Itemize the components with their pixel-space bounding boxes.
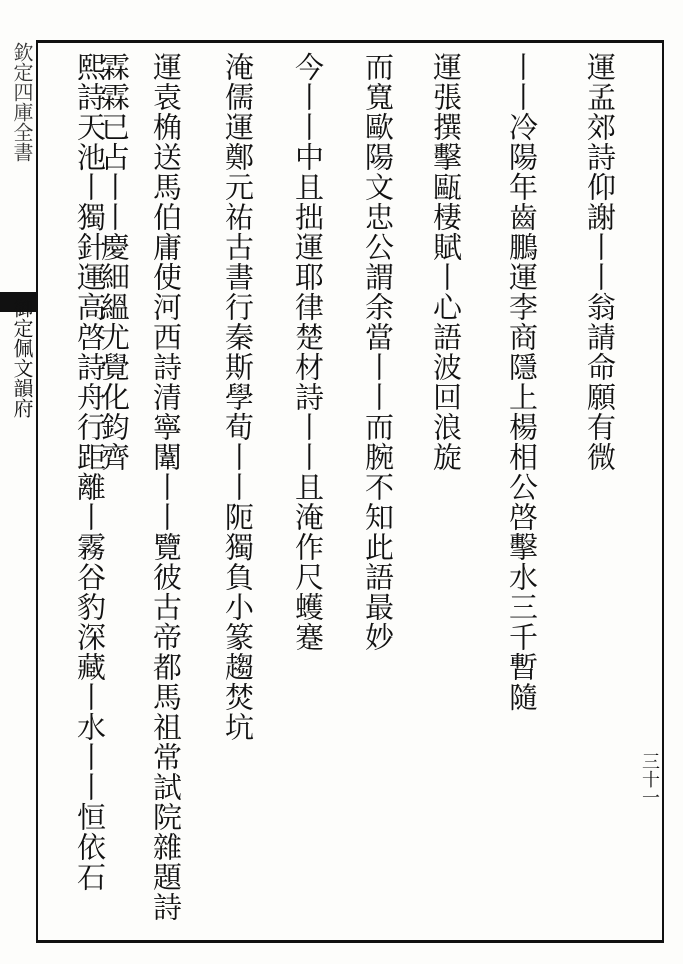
text-column-8: 熙詩天池丨獨針運高啓詩舟行距離丨霧谷豹深藏丨水丨丨恒依石 [73, 52, 107, 892]
text-column-6: 淹儒運鄭元祐古書行秦斯學荀丨丨阨獨負小篆趨焚坑 [221, 52, 255, 742]
text-column-7: 運袁桷送馬伯庸使河西詩清寧闈丨丨覽彼古帝都馬祖常試院雜題詩霖霖已占丨丨慶細縕尤覺化鈞齊 [97, 52, 183, 922]
left-border [36, 40, 38, 943]
text-column-1: 運孟郊詩仰謝丨丨翁請命願有微 [583, 52, 617, 472]
margin-top-fragment: 欽定四庫全書 [10, 42, 34, 162]
text-column-3: 運張撰擊甌棲賦丨心語波回浪旋 [429, 52, 463, 472]
top-border [36, 40, 664, 43]
margin-book-title: 御定佩文韻府 [10, 298, 34, 418]
right-border [662, 40, 664, 943]
text-column-2: 丨丨冷陽年齒鵬運李商隱上楊相公啓擊水三千暫隨 [505, 52, 539, 712]
text-column-4: 而寬歐陽文忠公謂余當丨丨而腕不知此語最妙 [361, 52, 395, 652]
bottom-border [36, 940, 664, 943]
text-column-5: 今丨丨中且拙運耶律楚材詩丨丨且淹作尺蠖蹇 [291, 52, 325, 652]
page-number: 三十一 [639, 752, 660, 806]
